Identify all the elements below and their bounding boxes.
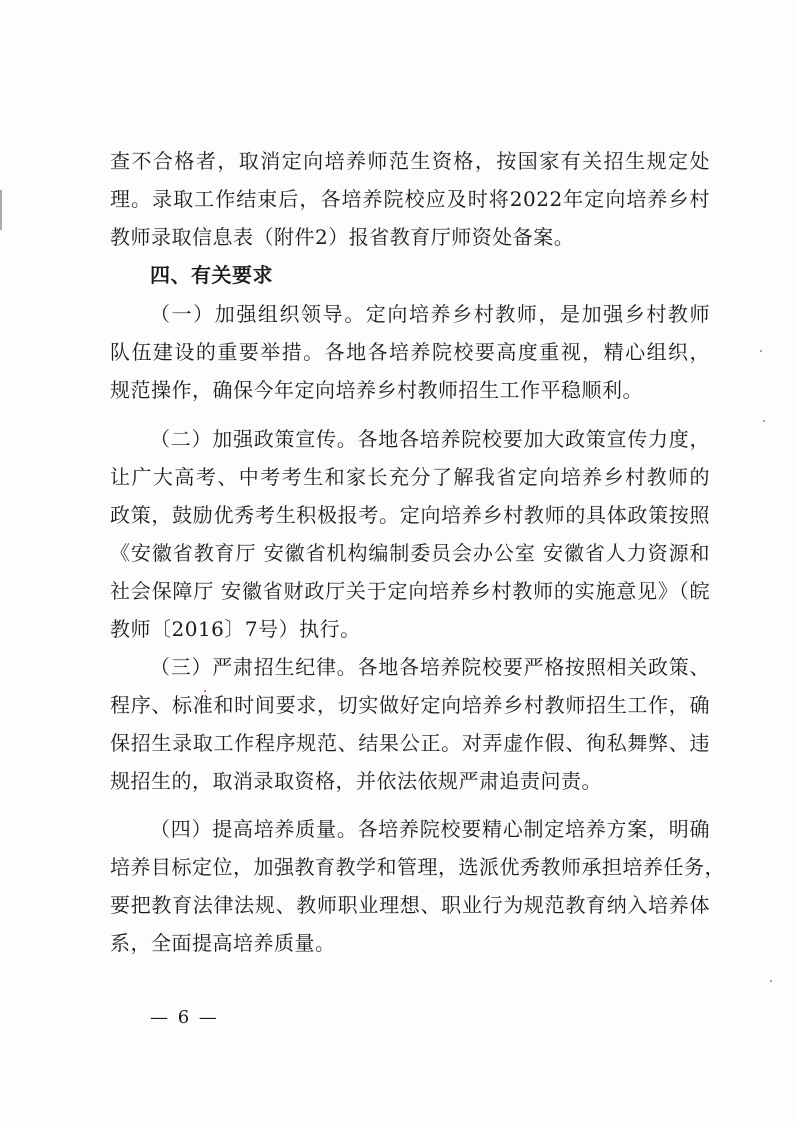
scan-speck bbox=[763, 420, 765, 422]
page-number: — 6 — bbox=[150, 1007, 219, 1028]
body-line: 程序、标准和时间要求，切实做好定向培养乡村教师招生工作，确 bbox=[110, 693, 710, 717]
scan-speck bbox=[770, 980, 772, 982]
body-line: 教师〔2016〕7号）执行。 bbox=[110, 617, 361, 641]
scan-edge-mark bbox=[0, 190, 2, 230]
body-line: 理。录取工作结束后，各培养院校应及时将2022年定向培养乡村 bbox=[110, 187, 710, 211]
scan-speck bbox=[204, 690, 206, 692]
paragraph-start-line: （一）加强组织领导。定向培养乡村教师，是加强乡村教师 bbox=[150, 302, 710, 326]
body-line: 教师录取信息表（附件2）报省教育厅师资处备案。 bbox=[110, 225, 575, 249]
section-heading: 四、有关要求 bbox=[150, 263, 273, 287]
body-line: 培养目标定位，加强教育教学和管理，选派优秀教师承担培养任务， bbox=[110, 855, 725, 879]
body-line: 政策，鼓励优秀考生积极报考。定向培养乡村教师的具体政策按照 bbox=[110, 503, 710, 527]
body-line: 社会保障厅 安徽省财政厅关于定向培养乡村教师的实施意见》（皖 bbox=[110, 579, 710, 603]
scan-speck bbox=[760, 350, 762, 352]
body-line: 《安徽省教育厅 安徽省机构编制委员会办公室 安徽省人力资源和 bbox=[110, 541, 710, 565]
body-line: 规范操作，确保今年定向培养乡村教师招生工作平稳顺利。 bbox=[110, 378, 643, 402]
body-line: 保招生录取工作程序规范、结果公正。对弄虚作假、徇私舞弊、违 bbox=[110, 731, 710, 755]
paragraph-start-line: （四）提高培养质量。各培养院校要精心制定培养方案，明确 bbox=[150, 817, 710, 841]
body-line: 规招生的，取消录取资格，并依法依规严肃追责问责。 bbox=[110, 769, 602, 793]
paragraph-start-line: （三）严肃招生纪律。各地各培养院校要严格按照相关政策、 bbox=[150, 655, 710, 679]
body-line: 队伍建设的重要举措。各地各培养院校要高度重视，精心组织， bbox=[110, 340, 710, 364]
body-line: 查不合格者，取消定向培养师范生资格，按国家有关招生规定处 bbox=[110, 149, 710, 173]
body-line: 系，全面提高培养质量。 bbox=[110, 931, 336, 955]
paragraph-start-line: （二）加强政策宣传。各地各培养院校要加大政策宣传力度， bbox=[150, 427, 710, 451]
body-line: 要把教育法律法规、教师职业理想、职业行为规范教育纳入培养体 bbox=[110, 893, 710, 917]
body-line: 让广大高考、中考考生和家长充分了解我省定向培养乡村教师的 bbox=[110, 465, 710, 489]
